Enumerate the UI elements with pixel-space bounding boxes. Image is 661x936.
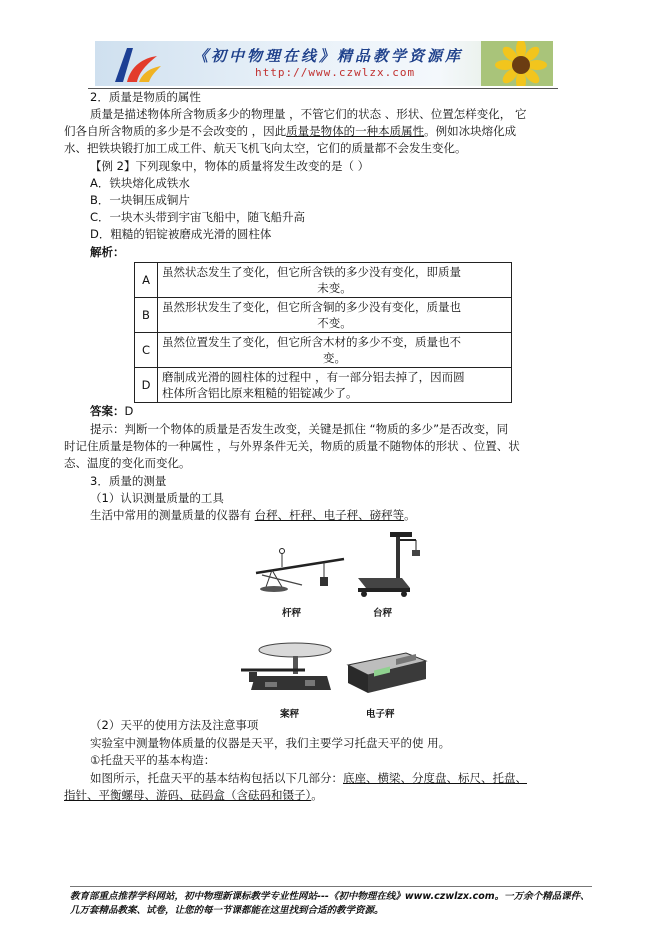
logo-icon — [109, 44, 165, 84]
section3-heading: 3．质量的测量 — [90, 474, 167, 488]
text-span: 。 — [311, 788, 323, 802]
footer-line1: 教育部重点推荐学科网站，初中物理新课标教学专业性网站---《初中物理在线》www.czwlzx.com。一万余个精品课件、 — [70, 891, 590, 902]
row-text-line2: 柱体所含铝比原来粗糙的铝锭减少了。 — [162, 386, 358, 400]
row-letter: D — [135, 368, 158, 403]
caption-counter-scale: 案秤 — [280, 709, 300, 720]
text-span: 。 — [404, 508, 416, 522]
answer-value: D — [124, 404, 134, 418]
section2-heading: 2．质量是物质的属性 — [90, 90, 201, 104]
row-text — [158, 298, 512, 333]
row-text-line1: 磨制成光滑的圆柱体的过程中 ，有一部分铝去掉了，因而圆 — [162, 370, 465, 384]
balance-structure-line1 — [90, 770, 527, 787]
row-letter: A — [135, 263, 158, 298]
header-banner — [95, 41, 553, 86]
table-row — [135, 263, 512, 298]
answer-label: 答案： — [90, 404, 125, 418]
row-text-line2: 未变。 — [317, 281, 352, 295]
caption-steelyard: 杆秤 — [282, 608, 302, 619]
underlined-parts: 底座、横梁、分度盘、标尺、托盘、 — [343, 771, 527, 785]
row-letter: C — [135, 333, 158, 368]
option-c: C．一块木头带到宇宙飞船中，随飞船升高 — [90, 210, 306, 224]
balance-intro: 实验室中测量物体质量的仪器是天平，我们主要学习托盘天平的使 用。 — [90, 736, 451, 750]
row-text — [158, 263, 512, 298]
row-text — [158, 368, 512, 403]
balance-structure-line2 — [64, 787, 323, 804]
option-a: A．铁块熔化成铁水 — [90, 176, 190, 190]
underlined-tools: 台秤、杆秤、电子秤、磅秤等 — [254, 508, 405, 522]
answer-line — [90, 403, 133, 420]
electronic-scale-image — [344, 645, 430, 697]
underlined-parts: 指针、平衡螺母、游码、砝码盒（含砝码和镊子） — [64, 788, 312, 802]
caption-electronic-scale: 电子秤 — [366, 709, 395, 720]
banner-title: 《初中物理在线》精品教学资源库 — [193, 47, 464, 65]
counter-scale-image — [235, 636, 335, 698]
table-row — [135, 368, 512, 403]
row-text-line1: 虽然形状发生了变化，但它所含铜的多少没有变化，质量也 — [162, 300, 461, 314]
section2-para-line3: 水、把铁块锻打加工成工件、航天飞机飞向太空，它们的质量都不会发生变化。 — [64, 141, 467, 155]
underlined-key-phrase: 质量是物体的一种本质属性 — [286, 124, 425, 138]
section2-para-line1: 质量是描述物体所含物质多少的物理量 ，不管它们的状态 、形状、位置怎样变化， 它 — [90, 107, 527, 121]
section3-sub1: （1）认识测量质量的工具 — [90, 491, 224, 505]
analysis-label: 解析： — [90, 245, 125, 259]
tip-line2: 时记住质量是物体的一种属性 ，与外界条件无关，物质的质量不随物体的形状 、位置、状 — [64, 439, 520, 453]
option-d: D．粗糙的铝锭被磨成光滑的圆柱体 — [90, 227, 272, 241]
section3-sub2: （2）天平的使用方法及注意事项 — [90, 718, 259, 732]
text-span: 。例如冰块熔化成 — [424, 124, 517, 138]
tools-line — [90, 507, 416, 524]
banner-url: http://www.czwlzx.com — [255, 66, 416, 79]
row-text-line1: 虽然位置发生了变化，但它所含木材的多少不变，质量也不 — [162, 335, 461, 349]
row-text — [158, 333, 512, 368]
footer — [70, 890, 590, 918]
tip-line3: 态、温度的变化而变化。 — [64, 456, 191, 470]
sunflower-icon — [481, 41, 553, 86]
text-span: 生活中常用的测量质量的仪器有 — [90, 508, 255, 522]
balance-structure-heading: ①托盘天平的基本构造： — [90, 753, 216, 767]
steelyard-image — [252, 545, 348, 595]
table-row — [135, 333, 512, 368]
caption-platform-scale: 台秤 — [373, 608, 393, 619]
platform-scale-image — [352, 528, 422, 598]
tip-line1: 提示：判断一个物体的质量是否发生改变，关键是抓住 “物质的多少”是否改变，同 — [90, 422, 509, 436]
row-text-line1: 虽然状态发生了变化，但它所含铁的多少没有变化，即质量 — [162, 265, 461, 279]
footer-rule — [70, 886, 592, 887]
row-text-line2: 不变。 — [317, 316, 352, 330]
analysis-table — [134, 262, 512, 403]
footer-line2: 几万套精品教案、试卷，让您的每一节课都能在这里找到合适的教学资源。 — [70, 905, 384, 916]
table-row — [135, 298, 512, 333]
text-span: 们各自所含物质的多少是不会改变的 ，因此 — [64, 124, 287, 138]
section2-para-line2 — [64, 123, 516, 140]
row-letter: B — [135, 298, 158, 333]
example-stem: 【例 2】下列现象中，物体的质量将发生改变的是（ ） — [90, 159, 370, 173]
text-span: 如图所示，托盘天平的基本结构包括以下几部分： — [90, 771, 343, 785]
option-b: B．一块铜压成铜片 — [90, 193, 190, 207]
row-text-line2: 变。 — [323, 351, 346, 365]
